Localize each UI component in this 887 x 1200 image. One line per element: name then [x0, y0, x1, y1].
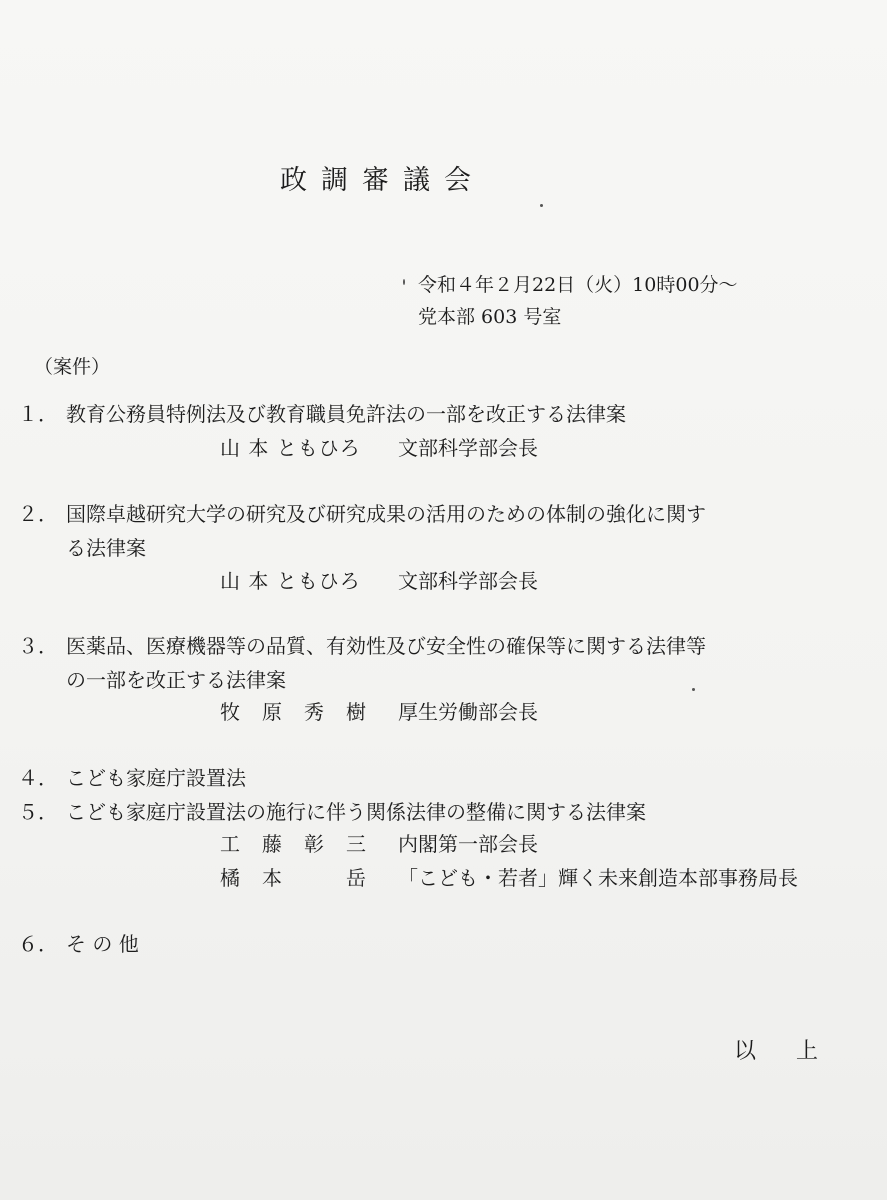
- presenter-row: [220, 432, 538, 461]
- agenda-item-title-continuation: る法律案: [66, 536, 146, 560]
- agenda-item-number: ６．: [18, 932, 58, 956]
- presenter-name: 工 藤 彰 三: [220, 832, 367, 856]
- closing-mark: 以上: [734, 1039, 859, 1064]
- agenda-section-label: （案件）: [34, 356, 111, 378]
- agenda-item-number: ４．: [18, 766, 58, 790]
- agenda-item-3: [18, 630, 706, 659]
- agenda-item-4: [18, 762, 246, 791]
- presenter-role: 文部科学部会長: [398, 436, 538, 460]
- agenda-item-title: 医薬品、医療機器等の品質、有効性及び安全性の確保等に関する法律等: [66, 634, 706, 658]
- presenter-row: [220, 828, 538, 857]
- agenda-item-title: こども家庭庁設置法の施行に伴う関係法律の整備に関する法律案: [66, 800, 646, 824]
- agenda-item-6: [18, 928, 139, 957]
- presenter-row: [220, 862, 798, 891]
- paper-speck: [403, 279, 405, 285]
- presenter-role: 文部科学部会長: [398, 569, 538, 593]
- presenter-name: 山 本 ともひろ: [220, 569, 361, 593]
- paper-speck: [540, 204, 543, 207]
- agenda-item-number: ３．: [18, 634, 58, 658]
- agenda-item-5: [18, 796, 646, 825]
- agenda-item-title-continuation: の一部を改正する法律案: [66, 668, 286, 692]
- meeting-datetime: 令和４年２月22日（火）10時00分～: [418, 274, 738, 296]
- meeting-venue: 党本部 603 号室: [418, 306, 562, 328]
- presenter-row: [220, 696, 538, 725]
- agenda-item-title: そ の 他: [66, 932, 139, 956]
- presenter-row: [220, 565, 538, 594]
- agenda-item-1: [18, 398, 626, 427]
- presenter-name: 牧 原 秀 樹: [220, 700, 367, 724]
- agenda-item-number: １．: [18, 402, 58, 426]
- agenda-item-number: ２．: [18, 502, 58, 526]
- presenter-role: 厚生労働部会長: [398, 700, 538, 724]
- agenda-item-title: こども家庭庁設置法: [66, 766, 246, 790]
- agenda-item-title: 教育公務員特例法及び教育職員免許法の一部を改正する法律案: [66, 402, 626, 426]
- presenter-name: 山 本 ともひろ: [220, 436, 361, 460]
- presenter-role: 内閣第一部会長: [398, 832, 538, 856]
- presenter-name: 橘 本 岳: [220, 866, 367, 890]
- paper-speck: [692, 688, 695, 691]
- document-title: 政調審議会: [280, 165, 485, 196]
- agenda-item-title: 国際卓越研究大学の研究及び研究成果の活用のための体制の強化に関す: [66, 502, 706, 526]
- agenda-item-2: [18, 498, 706, 527]
- agenda-item-number: ５．: [18, 800, 58, 824]
- presenter-role: 「こども・若者」輝く未来創造本部事務局長: [398, 866, 798, 890]
